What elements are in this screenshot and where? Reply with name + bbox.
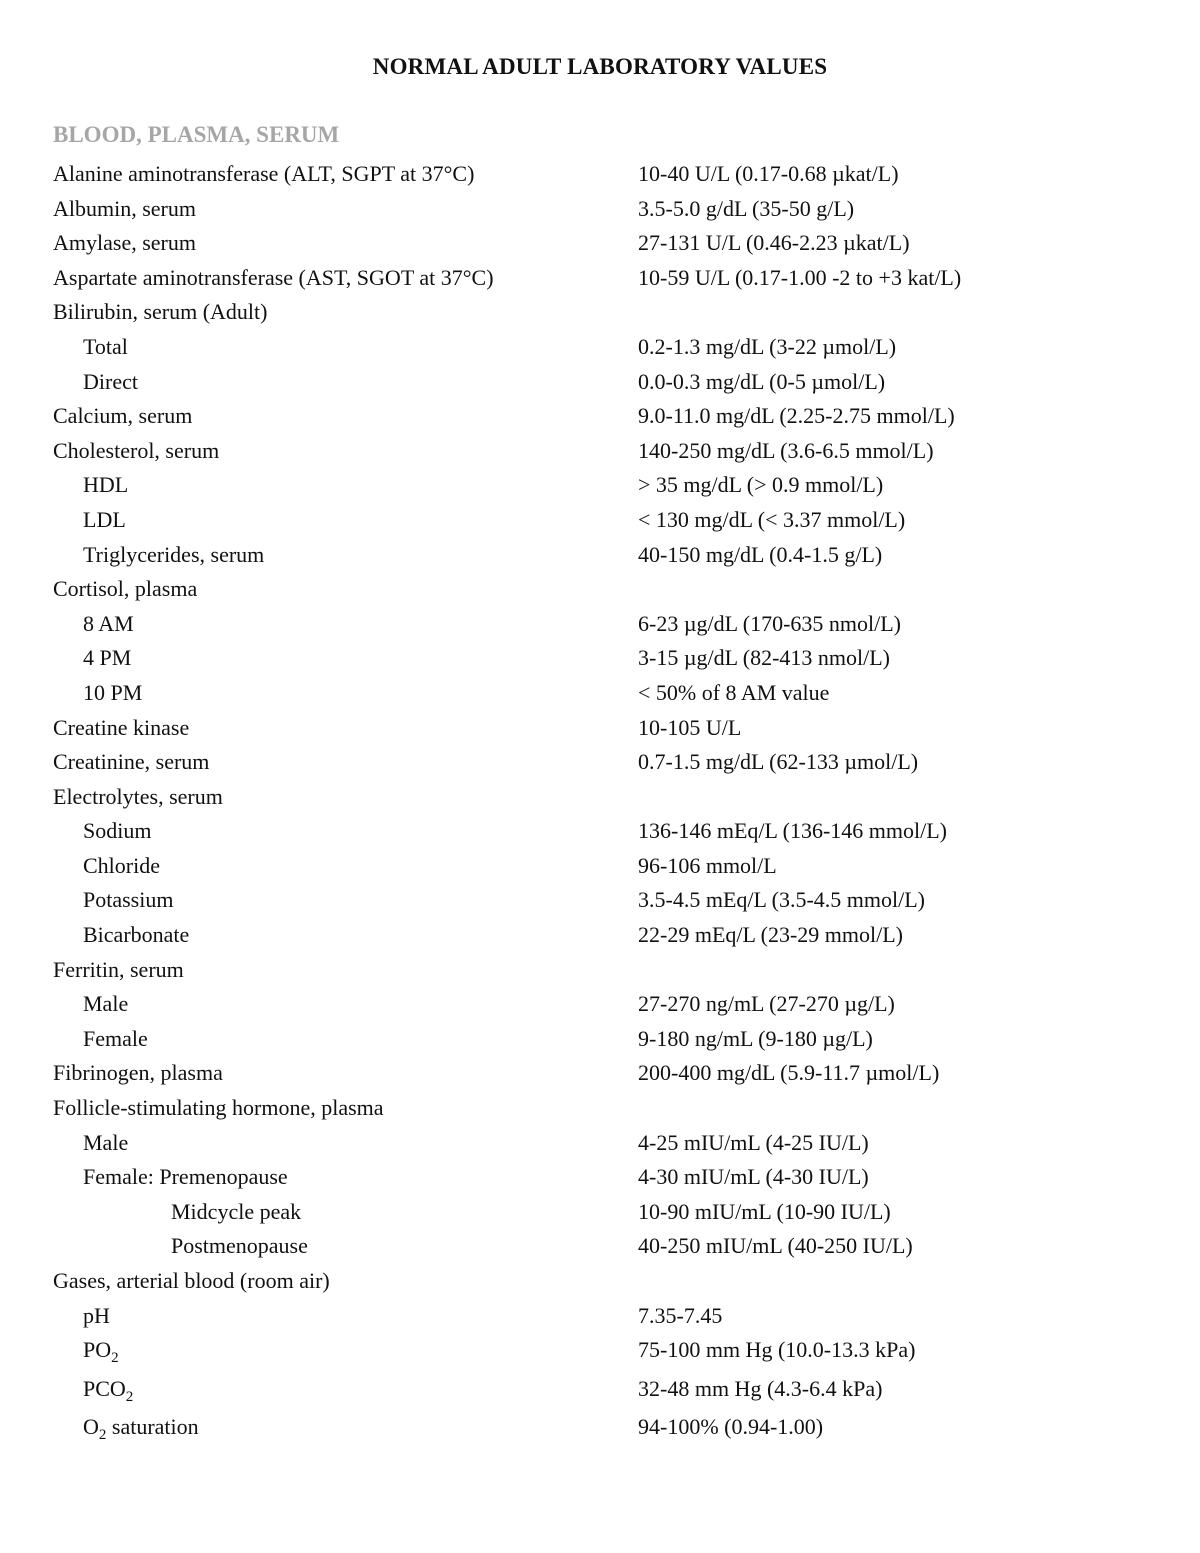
table-row: [0, 1126, 1200, 1161]
reference-range: 4-30 mIU/mL (4-30 IU/L): [638, 1164, 869, 1190]
test-name: Female: [83, 1025, 148, 1051]
table-row: [0, 1264, 1200, 1299]
test-name: Alanine aminotransferase (ALT, SGPT at 37°C): [53, 161, 475, 186]
test-name: LDL: [83, 506, 126, 532]
test-name: Bilirubin, serum (Adult): [53, 299, 268, 325]
reference-range: 40-150 mg/dL (0.4-1.5 g/L): [638, 541, 883, 567]
reference-range: 6-23 µg/dL (170-635 nmol/L): [638, 610, 901, 636]
lab-values-table: [0, 157, 1200, 1445]
reference-range: 10-59 U/L (0.17-1.00 -2 to +3 kat/L): [638, 264, 962, 290]
test-name: Postmenopause: [171, 1233, 308, 1259]
table-row: [0, 883, 1200, 918]
table-row: [0, 503, 1200, 538]
reference-range: 10-105 U/L: [638, 714, 742, 740]
test-name: Albumin, serum: [53, 195, 196, 221]
test-name: Creatinine, serum: [53, 749, 210, 775]
reference-range: 0.2-1.3 mg/dL (3-22 µmol/L): [638, 333, 897, 359]
reference-range: < 130 mg/dL (< 3.37 mmol/L): [638, 506, 906, 532]
test-name: $PCO_2$: [83, 1375, 134, 1405]
table-row: [0, 468, 1200, 503]
table-row: [0, 780, 1200, 815]
test-name: Bicarbonate: [83, 922, 190, 948]
table-row: [0, 1372, 1200, 1411]
reference-range: 136-146 mEq/L (136-146 mmol/L): [638, 818, 947, 844]
table-row: [0, 261, 1200, 296]
test-name: Female: Premenopause: [83, 1164, 288, 1190]
section-heading: BLOOD, PLASMA, SERUM: [53, 122, 340, 147]
test-name: Sodium: [83, 818, 152, 844]
test-name: Ferritin, serum: [53, 956, 184, 982]
reference-range: 10-90 mIU/mL (10-90 IU/L): [638, 1198, 891, 1224]
reference-range: 96-106 mmol/L: [638, 852, 777, 878]
table-row: [0, 434, 1200, 469]
test-name: 8 AM: [83, 610, 134, 636]
test-name: Fibrinogen, plasma: [53, 1060, 223, 1086]
table-row: [0, 918, 1200, 953]
reference-range: 27-131 U/L (0.46-2.23 µkat/L): [638, 230, 910, 256]
reference-range: 9-180 ng/mL (9-180 µg/L): [638, 1025, 873, 1051]
test-name: Aspartate aminotransferase (AST, SGOT at 37°C): [53, 264, 494, 290]
reference-range: 0.7-1.5 mg/dL (62-133 µmol/L): [638, 749, 919, 775]
test-name: Cortisol, plasma: [53, 576, 198, 602]
test-name: Cholesterol, serum: [53, 437, 220, 463]
reference-range: 140-250 mg/dL (3.6-6.5 mmol/L): [638, 437, 934, 463]
table-row: [0, 1410, 1200, 1445]
test-name: Electrolytes, serum: [53, 783, 223, 809]
test-name: HDL: [83, 472, 129, 498]
reference-range: < 50% of 8 AM value: [638, 679, 830, 705]
table-row: [0, 676, 1200, 711]
test-name: $PO_2$: [83, 1337, 119, 1367]
table-row: [0, 814, 1200, 849]
reference-range: 0.0-0.3 mg/dL (0-5 µmol/L): [638, 368, 886, 394]
table-row: [0, 849, 1200, 884]
table-row: [0, 1229, 1200, 1264]
reference-range: 7.35-7.45: [638, 1302, 723, 1328]
reference-range: 3.5-5.0 g/dL (35-50 g/L): [638, 195, 855, 221]
table-row: [0, 607, 1200, 642]
page-title: NORMAL ADULT LABORATORY VALUES: [372, 54, 828, 79]
table-row: [0, 295, 1200, 330]
test-name: Male: [83, 991, 129, 1017]
test-name: Total: [83, 333, 128, 359]
table-row: [0, 192, 1200, 227]
test-name: Amylase, serum: [53, 230, 196, 256]
reference-range: 9.0-11.0 mg/dL (2.25-2.75 mmol/L): [638, 403, 955, 429]
test-name: pH: [83, 1302, 110, 1328]
test-name: 10 PM: [83, 679, 143, 705]
table-row: [0, 1195, 1200, 1230]
reference-range: 3.5-4.5 mEq/L (3.5-4.5 mmol/L): [638, 887, 925, 913]
table-row: [0, 641, 1200, 676]
reference-range: 94-100% (0.94-1.00): [638, 1414, 824, 1440]
test-name: Potassium: [83, 887, 174, 913]
reference-range: 4-25 mIU/mL (4-25 IU/L): [638, 1129, 869, 1155]
table-row: [0, 226, 1200, 261]
reference-range: 10-40 U/L (0.17-0.68 µkat/L): [638, 161, 899, 186]
reference-range: 75-100 mm Hg (10.0-13.3 kPa): [638, 1337, 916, 1363]
table-row: [0, 1160, 1200, 1195]
reference-range: 3-15 µg/dL (82-413 nmol/L): [638, 645, 890, 671]
table-row: [0, 745, 1200, 780]
reference-range: > 35 mg/dL (> 0.9 mmol/L): [638, 472, 884, 498]
table-row: [0, 399, 1200, 434]
table-row: [0, 953, 1200, 988]
test-name: Midcycle peak: [171, 1198, 302, 1224]
reference-range: 22-29 mEq/L (23-29 mmol/L): [638, 922, 903, 948]
test-name: $O_2$ saturation: [83, 1414, 199, 1444]
test-name: Male: [83, 1129, 129, 1155]
table-row: [0, 1091, 1200, 1126]
table-row: [0, 1056, 1200, 1091]
table-row: [0, 1022, 1200, 1057]
table-row: [0, 987, 1200, 1022]
table-row: [0, 330, 1200, 365]
table-row: [0, 538, 1200, 573]
test-name: Gases, arterial blood (room air): [53, 1268, 330, 1293]
test-name: 4 PM: [83, 645, 132, 671]
test-name: Chloride: [83, 852, 160, 878]
table-row: [0, 572, 1200, 607]
test-name: Triglycerides, serum: [83, 541, 265, 567]
reference-range: 32-48 mm Hg (4.3-6.4 kPa): [638, 1375, 883, 1401]
table-row: [0, 711, 1200, 746]
test-name: Follicle-stimulating hormone, plasma: [53, 1095, 384, 1121]
table-row: [0, 1333, 1200, 1372]
test-name: Calcium, serum: [53, 403, 193, 429]
table-row: [0, 365, 1200, 400]
reference-range: 200-400 mg/dL (5.9-11.7 µmol/L): [638, 1060, 940, 1086]
test-name: Direct: [83, 368, 138, 394]
test-name: Creatine kinase: [53, 714, 190, 740]
reference-range: 27-270 ng/mL (27-270 µg/L): [638, 991, 895, 1017]
table-row: [0, 1299, 1200, 1334]
reference-range: 40-250 mIU/mL (40-250 IU/L): [638, 1233, 913, 1259]
table-row: [0, 157, 1200, 192]
